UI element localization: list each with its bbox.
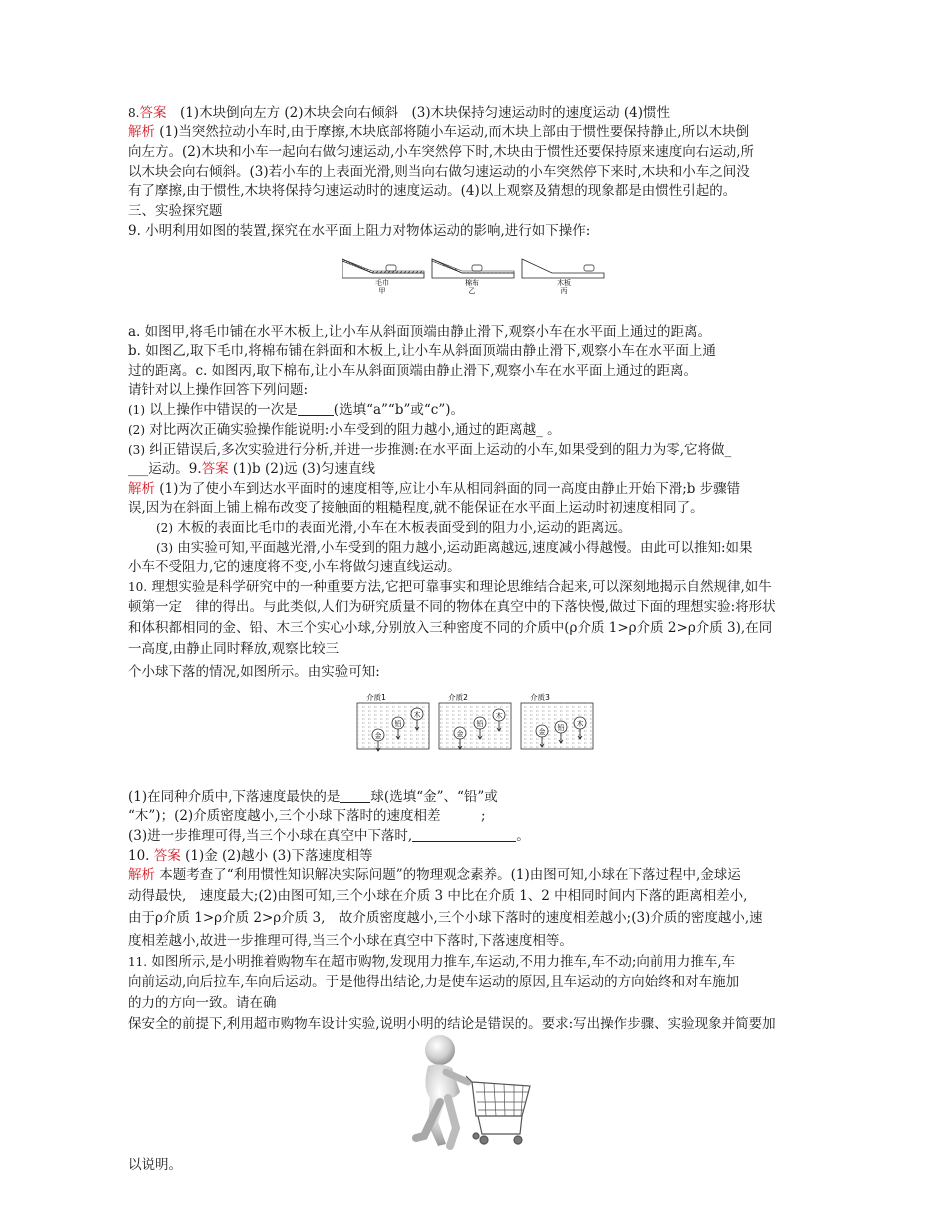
q9-p2-text: 对比两次正确实验操作能说明:小车受到的阻力越小,通过的距离越_ 。 [145, 422, 561, 438]
ball-wood: 木 [495, 712, 503, 720]
q8-analysis-text: (1)当突然拉动小车时,由于摩擦,木块底部将随小车运动,而木块上部由于惯性要保持静止,所以木块倒 [159, 124, 750, 140]
q9-line-a: a. 如图甲,将毛巾铺在水平木板上,让小车从斜面顶端由静止滑下,观察小车在水平面上通过的距离。 [128, 324, 712, 340]
ball-lead: 铅 [557, 724, 565, 732]
q10-analysis-line-2: 动得最快, 速度最大;(2)由图可知,三个小球在介质 3 中比在介质 1、2 中相同时间内下落的距离相差小, [128, 888, 748, 904]
q8-analysis-line-4: 有了摩擦,由于惯性,木块将保持匀速运动时的速度运动。(4)以上观察及猜想的现象都是由惯性引起的。 [128, 183, 737, 199]
q9-p1-text: 以上操作中错误的一次是 [145, 402, 298, 418]
ball-gold: 金 [538, 728, 546, 736]
answer-tag: 答案 [153, 848, 181, 864]
fig-tag-c: 丙 [560, 287, 568, 295]
q10-part-3 [128, 827, 530, 846]
q9-stem: 9. 小明利用如图的装置,探究在水平面上阻力对物体运动的影响,进行如下操作: [128, 223, 591, 239]
answer-tag: 答案 [201, 461, 229, 477]
q9-p3-text: 纠正错误后,多次实验进行分析,并进一步推测:在水平面上运动的小车,如果受到的阻力为零,它将做_ [145, 442, 732, 458]
q10-analysis-line-1 [128, 866, 741, 885]
ramp-towel [342, 259, 424, 278]
q9-p1-hint: (选填“a”“b”或“c”)。 [333, 402, 464, 418]
ramp-cloth [432, 259, 514, 278]
q9-part-3 [128, 441, 731, 460]
q8-analysis-line-2: 向左方。(2)木块和小车一起向右做匀速运动,小车突然停下时,木块由于惯性还要保持原来速度向右运动,所 [128, 144, 754, 160]
q11-line-2: 向前运动,向后拉车,车向后运动。于是他得出结论,力是使车运动的原因,且车运动的方向始终和对车施加 [128, 974, 740, 990]
q10-answer-line [128, 847, 373, 866]
q10-analysis-text: 本题考查了“利用惯性知识解决实际问题”的物理观念素养。(1)由图可知,小球在下落过程中,金球运 [155, 867, 741, 883]
fig-label-board: 木板 [557, 279, 571, 287]
person-icon [416, 1035, 468, 1146]
q11-line-3: 的力的方向一致。请在确 [128, 995, 277, 1011]
q10-stem-text: 理想实验是科学研究中的一种重要方法,它把可靠事实和理论思维结合起来,可以深刻地揭示自然规律,如牛 [147, 579, 772, 595]
answer-tag: 答案 [139, 105, 167, 121]
ball-gold: 金 [456, 730, 464, 738]
q11-text: 如图所示,是小明推着购物车在超市购物,发现用力推车,车运动,不用力推车,车不动;向前用力推车,车 [147, 954, 736, 970]
q9-ramp-figure [342, 251, 608, 295]
q9-analysis-text: 由实验可知,平面越光滑,小车受到的阻力越小,运动距离越远,速度减小得越慢。由此可以推知:如果 [173, 540, 753, 556]
q10-p1-hint: 球(选填“金”、“铅”或 [370, 789, 498, 805]
q10-stem-line-1 [128, 578, 772, 597]
medium-3-container [521, 692, 593, 749]
shopping-cart-icon [466, 1076, 530, 1144]
ramp-board [522, 259, 604, 278]
q10-stem-line-2: 顿第一定 律的得出。与此类似,人们为研究质量不同的物体在真空中的下落快慢,做过下面的理想实验:将形状 [128, 599, 776, 615]
q9-answer-text: (1)b (2)远 (3)匀速直线 [228, 461, 376, 477]
fig-tag-a: 甲 [378, 287, 386, 295]
ball-gold: 金 [374, 732, 382, 740]
part-number: (3) [128, 443, 145, 457]
analysis-tag: 解析 [128, 124, 155, 140]
ball-lead: 铅 [394, 720, 402, 728]
q10-media-figure [356, 689, 596, 755]
medium-1-container [357, 692, 429, 751]
q8-answer-line [128, 104, 670, 123]
q10-p1-text: (1)在同种介质中,下落速度最快的是 [128, 789, 341, 805]
analysis-tag: 解析 [128, 481, 155, 497]
q9-analysis-line-5: 小车不受阻力,它的速度将不变,小车将做匀速直线运动。 [128, 559, 461, 575]
q9-analysis-line-2: 误,因为在斜面上铺上棉布改变了接触面的粗糙程度,就不能保证在水平面上运动时初速度相同了。 [128, 500, 704, 516]
q9-analysis-text: 木板的表面比毛巾的表面光滑,小车在木板表面受到的阻力小,运动的距离远。 [173, 520, 632, 536]
part-number: (3) [156, 541, 173, 555]
ball-lead: 铅 [476, 720, 484, 728]
ball-wood: 木 [576, 720, 584, 728]
q10-analysis-line-3: 由于ρ介质 1>ρ介质 2>ρ介质 3, 故介质密度越小,三个小球下落时的速度相差越小;(3)介质的密度越小,速 [128, 910, 763, 926]
q10-number: 10. [128, 848, 150, 864]
q9-analysis-line-4 [156, 539, 753, 558]
q9-p3-end: ___运动。9. [128, 461, 202, 477]
ball-wood: 木 [413, 711, 421, 719]
q9-line-b2: 过的距离。c. 如图丙,取下棉布,让小车从斜面顶端由静止滑下,观察小车在水平面上通过的距离。 [128, 363, 698, 379]
q8-answer-text: (1)木块倒向左方 (2)木块会向右倾斜 (3)木块保持匀速运动时的速度运动 (4)惯性 [179, 105, 671, 121]
q11-line-4: 保安全的前提下,利用超市购物车设计实验,说明小明的结论是错误的。要求:写出操作步骤、实验现象并简要加 [128, 1016, 776, 1032]
q9-answer-line [128, 460, 375, 479]
q10-part-2: “木”)；(2)介质密度越小,三个小球下落时的速度相差 ; [128, 808, 486, 824]
analysis-tag: 解析 [128, 867, 155, 883]
q8-analysis-line-1 [128, 123, 749, 142]
q10-answer-text: (1)金 (2)越小 (3)下落速度相等 [180, 848, 373, 864]
q10-analysis-line-4: 度相差越小,故进一步推理可得,当三个小球在真空中下落时,下落速度相等。 [128, 933, 573, 949]
q10-stem-line-4: 一高度,由静止同时释放,观察比较三 [128, 641, 340, 657]
shopping-cart-figure [410, 1032, 540, 1154]
part-number: (2) [156, 521, 173, 535]
medium-3-label: 介质3 [530, 693, 550, 702]
q9-analysis-line-1 [128, 480, 740, 499]
q10-stem-line-3: 和体积都相同的金、铅、木三个实心小球,分别放入三种密度不同的介质中(ρ介质 1>ρ介质 2>ρ介质 3),在同 [128, 620, 773, 636]
q11-line-1 [128, 953, 735, 972]
part-number: (1) [128, 403, 145, 417]
q10-number: 10. [128, 580, 148, 594]
part-number: (2) [128, 423, 145, 437]
fig-tag-b: 乙 [468, 287, 476, 295]
answer-blank[interactable] [412, 827, 516, 842]
medium-2-label: 介质2 [448, 693, 468, 702]
q9-analysis-text: (1)为了使小车到达水平面时的速度相等,应让小车从相同斜面的同一高度由静止开始下滑;b 步骤错 [155, 481, 741, 497]
q9-analysis-line-3 [156, 519, 631, 538]
q10-part-1 [128, 788, 498, 807]
q9-line-b1: b. 如图乙,取下毛巾,将棉布铺在斜面和木板上,让小车从斜面顶端由静止滑下,观察小车在水平面上通 [128, 343, 716, 359]
fig-label-towel: 毛巾 [375, 279, 389, 287]
q11-number: 11. [128, 955, 148, 969]
answer-blank[interactable] [298, 401, 334, 416]
fig-label-cloth: 棉布 [465, 279, 479, 287]
q9-part-1 [128, 401, 464, 420]
q8-analysis-line-3: 以木块会向右倾斜。(3)若小车的上表面光滑,则当向右做匀速运动的小车突然停下来时,木块和小车之间没 [128, 164, 750, 180]
q9-part-2 [128, 421, 561, 440]
q8-number: 8. [128, 106, 140, 120]
q10-stem-line-5: 个小球下落的情况,如图所示。由实验可知: [128, 664, 380, 680]
q11-line-5: 以说明。 [128, 1157, 182, 1173]
answer-blank[interactable] [340, 788, 370, 803]
section-heading: 三、实验探究题 [128, 203, 223, 219]
q9-prompt: 请针对以上操作回答下列问题: [128, 382, 309, 398]
q10-p3-text: (3)进一步推理可得,当三个小球在真空中下落时, [128, 828, 413, 844]
q10-p3-end: 。 [516, 828, 530, 844]
medium-2-container [439, 692, 511, 749]
medium-1-label: 介质1 [366, 693, 386, 702]
